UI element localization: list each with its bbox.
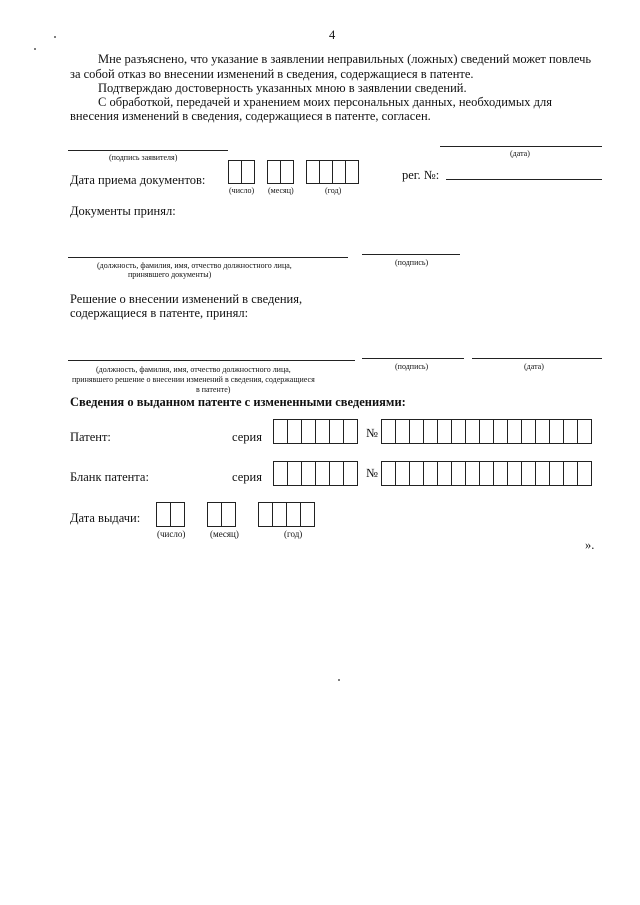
signature-caption: (подпись) — [395, 258, 429, 267]
issue-month-caption: (месяц) — [210, 529, 239, 539]
closing-quote: ». — [585, 538, 595, 552]
issued-patent-heading: Сведения о выданном патенте с измененными сведениями: — [70, 395, 406, 409]
issue-year-caption: (год) — [284, 529, 303, 539]
patent-label: Патент: — [70, 430, 111, 444]
blank-number-sign: № — [366, 466, 378, 480]
scan-speck — [34, 48, 36, 50]
statement-line: Мне разъяснено, что указание в заявлении неправильных (ложных) сведений может повлечь — [98, 52, 592, 66]
decision-official-caption: принявшего решение о внесении изменений в сведения, содержащиеся — [72, 375, 315, 384]
page-number: 4 — [329, 28, 336, 42]
patent-series-boxes[interactable] — [274, 419, 358, 443]
year-caption: (год) — [325, 186, 342, 195]
blank-series-boxes[interactable] — [274, 461, 358, 485]
scan-speck — [338, 679, 340, 681]
decision-signature-caption: (подпись) — [395, 362, 429, 371]
reg-number-label: рег. №: — [402, 168, 440, 182]
applicant-signature-caption: (подпись заявителя) — [109, 153, 178, 162]
date-caption: (дата) — [510, 149, 530, 158]
blank-number-boxes[interactable] — [382, 461, 592, 485]
decision-official-caption: (должность, фамилия, имя, отчество должностного лица, — [96, 365, 291, 374]
issue-year-boxes[interactable] — [259, 502, 315, 526]
blank-label: Бланк патента: — [70, 470, 149, 484]
confirmation-text: Подтверждаю достоверность указанных мною в заявлении сведений. — [98, 81, 467, 95]
date-received-label: Дата приема документов: — [70, 173, 206, 187]
applicant-date-line[interactable] — [440, 146, 602, 147]
issue-month-boxes[interactable] — [208, 502, 236, 526]
issue-date-label: Дата выдачи: — [70, 511, 141, 525]
month-caption: (месяц) — [268, 186, 294, 195]
received-month-boxes[interactable] — [268, 160, 294, 184]
official-caption: (должность, фамилия, имя, отчество должностного лица, — [97, 261, 292, 270]
patent-number-sign: № — [366, 426, 378, 440]
docs-accepted-label: Документы принял: — [70, 204, 176, 218]
patent-series-label: серия — [232, 430, 262, 444]
day-caption: (число) — [229, 186, 255, 195]
reg-number-line[interactable] — [446, 179, 602, 180]
decision-official-line[interactable] — [68, 360, 355, 361]
received-day-boxes[interactable] — [229, 160, 255, 184]
patent-number-boxes[interactable] — [382, 419, 592, 443]
received-year-boxes[interactable] — [307, 160, 359, 184]
scan-speck — [54, 36, 56, 38]
issue-day-boxes[interactable] — [157, 502, 185, 526]
official-caption: принявшего документы) — [128, 270, 212, 279]
consent-line: С обработкой, передачей и хранением моих персональных данных, необходимых для — [98, 95, 552, 109]
consent-line: внесения изменений в сведения, содержащиеся в патенте, согласен. — [70, 109, 431, 123]
decision-date-line[interactable] — [472, 358, 602, 359]
decision-label: Решение о внесении изменений в сведения, — [70, 292, 303, 306]
statement-line: за собой отказ во внесении изменений в сведения, содержащиеся в патенте. — [70, 67, 474, 81]
decision-date-caption: (дата) — [524, 362, 544, 371]
official-signature-line[interactable] — [362, 254, 460, 255]
blank-series-label: серия — [232, 470, 262, 484]
applicant-signature-line[interactable] — [68, 150, 228, 151]
decision-label: содержащиеся в патенте, принял: — [70, 306, 249, 320]
decision-official-caption: в патенте) — [196, 385, 231, 394]
decision-signature-line[interactable] — [362, 358, 464, 359]
official-name-line[interactable] — [68, 257, 348, 258]
issue-day-caption: (число) — [157, 529, 186, 539]
